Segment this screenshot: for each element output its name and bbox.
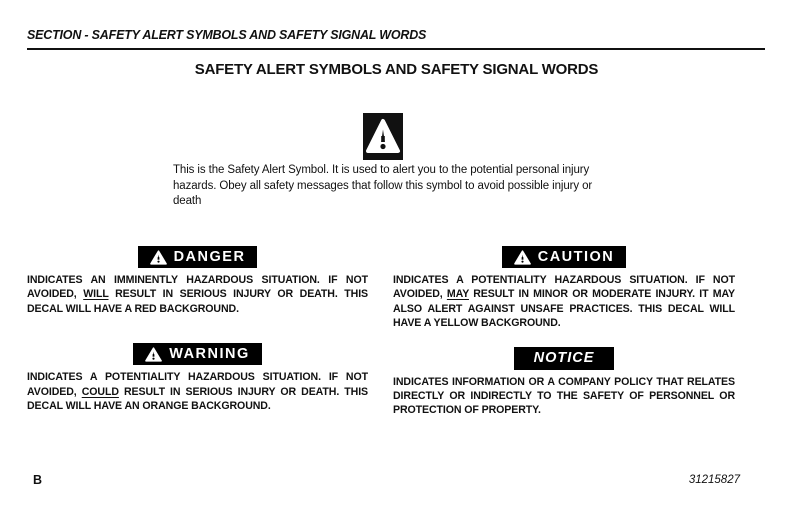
danger-triangle-icon [150, 250, 167, 265]
intro-paragraph: This is the Safety Alert Symbol. It is used to alert you to the potential personal injury hazards. Obey all safety messages that follow this symbol to avoid possible injury or death [173, 164, 593, 207]
caution-triangle-icon [514, 250, 531, 265]
danger-underlined-word: WILL [83, 288, 109, 301]
page-title: SAFETY ALERT SYMBOLS AND SAFETY SIGNAL WORDS [194, 61, 599, 78]
caution-body-text: INDICATES A POTENTIALITY HAZARDOUS SITUATION. IF NOT AVOIDED, MAY RESULT IN MINOR OR MODERATE INJURY. IT MAY ALSO ALERT AGAINST UNSAFE PRACTICES. THIS DECAL WILL HAVE A YELLOW BACKGROUND. [393, 274, 736, 330]
caution-banner-label: CAUTION [537, 249, 615, 265]
caution-banner [502, 246, 627, 268]
page-letter: B [33, 473, 43, 487]
warning-banner [133, 343, 262, 365]
document-number: 31215827 [688, 474, 740, 486]
warning-triangle-icon [145, 347, 162, 362]
notice-body-text: INDICATES INFORMATION OR A COMPANY POLICY THAT RELATES DIRECTLY OR INDIRECTLY TO THE SAFETY OF PERSONNEL OR PROTECTION OF PROPERTY. [393, 375, 735, 417]
danger-banner-label: DANGER [173, 249, 246, 265]
section-header: SECTION - SAFETY ALERT SYMBOLS AND SAFETY SIGNAL WORDS [27, 28, 765, 50]
warning-body-text: INDICATES A POTENTIALITY HAZARDOUS SITUATION. IF NOT AVOIDED, COULD RESULT IN SERIOUS INJURY OR DEATH. THIS DECAL WILL HAVE AN ORANGE BACKGROUND. [27, 371, 369, 413]
caution-underlined-word: MAY [446, 288, 469, 301]
safety-alert-triangle-icon [363, 113, 403, 160]
danger-banner [138, 246, 258, 268]
left-column [27, 246, 368, 413]
right-column [393, 246, 735, 418]
warning-underlined-word: COULD [81, 385, 119, 398]
warning-banner-label: WARNING [169, 346, 250, 363]
danger-body-text: INDICATES AN IMMINENTLY HAZARDOUS SITUATION. IF NOT AVOIDED, WILL RESULT IN SERIOUS INJURY OR DEATH. THIS DECAL WILL HAVE A RED BACKGROUND. [27, 274, 369, 315]
notice-banner [514, 347, 615, 370]
notice-banner-label: NOTICE [533, 350, 595, 367]
